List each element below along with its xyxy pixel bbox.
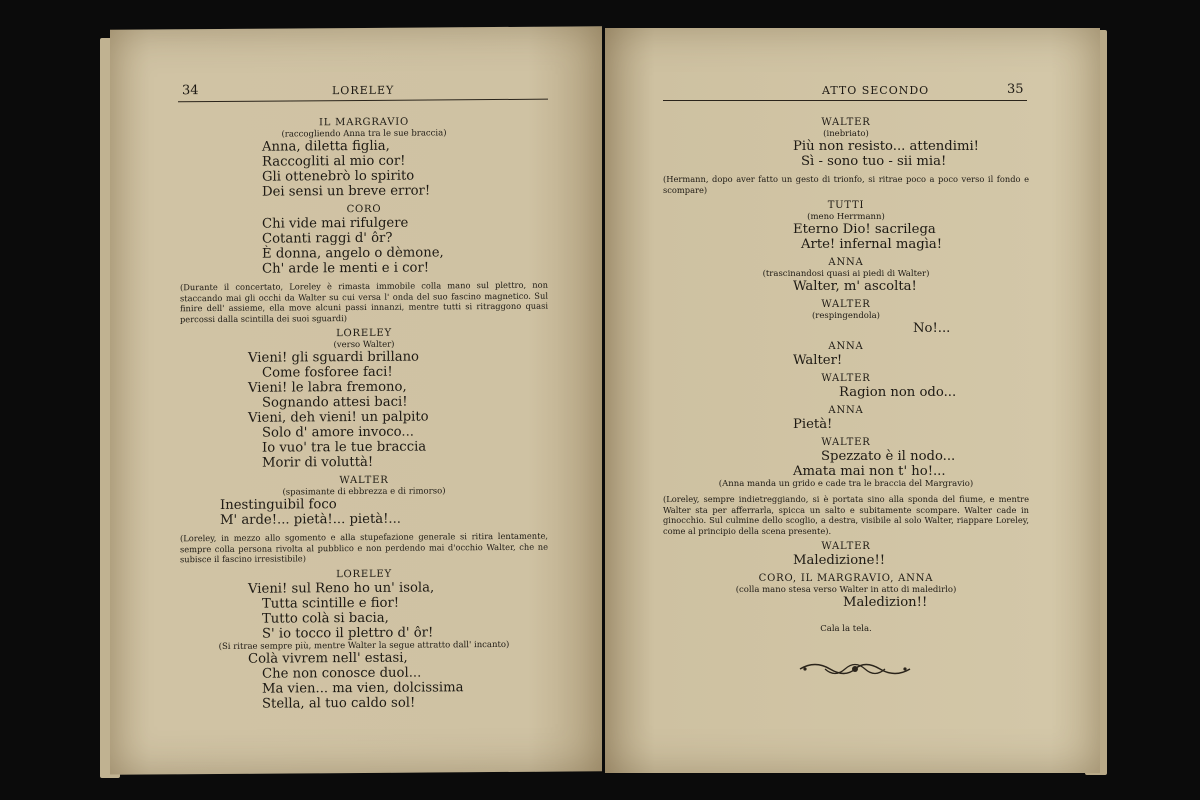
verse-line: Io vuo' tra le tue braccia	[262, 439, 427, 456]
verse-line: Morir di voluttà!	[262, 454, 374, 471]
verse-line: Sì - sono tuo - sii mia!	[801, 154, 947, 169]
stage-direction: (raccogliendo Anna tra le sue braccia)	[281, 128, 447, 140]
verse-line: Ch' arde le menti e i cor!	[262, 260, 430, 277]
page-number: 34	[182, 83, 199, 99]
ornament-icon	[795, 658, 915, 680]
verse-line: Ma vien... ma vien, dolcissima	[262, 679, 464, 697]
running-title: ATTO SECONDO	[822, 84, 930, 97]
stage-paragraph: (Loreley, in mezzo allo sgomento e alla stupefazione generale si ritira lentamente, sempre colla persona rivolta al pubblico e non perdendo mai d'occhio Walter, che ne subisce il fascino irresistibile)	[180, 530, 548, 565]
speaker-name: WALTER	[821, 541, 871, 552]
speaker-name: ANNA	[828, 257, 864, 268]
verse-line: Inestinguibil foco	[220, 497, 337, 513]
header-rule	[178, 99, 548, 103]
speaker-name: WALTER	[339, 474, 389, 487]
speaker-name: LORELEY	[336, 327, 392, 340]
verse-line: Maledizione!!	[793, 553, 886, 568]
right-page	[605, 28, 1100, 773]
verse-line: È donna, angelo o dèmone,	[262, 245, 444, 262]
left-page	[110, 26, 602, 774]
verse-line: Anna, diletta figlia,	[262, 138, 390, 155]
stage-direction: (meno Herrmann)	[807, 212, 885, 222]
stage-paragraph: (Durante il concertato, Loreley è rimasta immobile colla mano sul plettro, non staccando mai gli occhi da Walter su cui versa l' onda del suo fascino magnetico. Sul finire dell' assieme, ella move alcuni passi innanzi, mentre tutti si ritraggono quasi percossi dalla scintilla dei suoi sguardi)	[180, 279, 548, 324]
stage-direction: (spasimante di ebbrezza e di rimorso)	[282, 486, 446, 498]
stage-direction: (inebriato)	[823, 129, 869, 139]
stage-paragraph: (Hermann, dopo aver fatto un gesto di trionfo, si ritrae poco a poco verso il fondo e scompare)	[663, 174, 1029, 195]
stage-direction: (colla mano stesa verso Walter in atto di maledirlo)	[735, 585, 957, 595]
verse-line: Vieni! sul Reno ho un' isola,	[248, 579, 435, 597]
verse-line: Eterno Dio! sacrilega	[793, 222, 936, 237]
stage-paragraph: (Loreley, sempre indietreggiando, si è portata sino alla sponda del fiume, e mentre Walter sta per afferrarla, spicca un salto e subitamente scompare. Walter cade in ginocchio. Sul culmine dello scoglio, a destra, visibile al solo Walter, riappare Loreley, come al principio della scena presente).	[663, 494, 1029, 536]
verse-line: Walter!	[793, 353, 843, 368]
verse-line: Amata mai non t' ho!...	[793, 464, 946, 479]
verse-line: Raccogliti al mio cor!	[262, 153, 406, 170]
speaker-name: ANNA	[828, 405, 864, 416]
stage-direction: Cala la tela.	[820, 624, 872, 634]
open-book	[100, 18, 1110, 780]
verse-line: Ragion non odo...	[839, 385, 957, 400]
verse-line: M' arde!... pietà!... pietà!...	[220, 511, 401, 528]
verse-line: Più non resisto... attendimi!	[793, 139, 979, 154]
running-title: LORELEY	[332, 83, 395, 98]
right-page-text	[663, 112, 1029, 634]
verse-line: Vieni! gli sguardi brillano	[248, 349, 419, 366]
speaker-name: WALTER	[821, 437, 871, 448]
page-number: 35	[1007, 82, 1024, 97]
verse-line: Vieni! le labra fremono,	[248, 379, 407, 396]
stage-direction: (verso Walter)	[333, 339, 395, 351]
stage-direction: (Anna manda un grido e cade tra le braccia del Margravio)	[718, 479, 974, 489]
stage-direction: (respingendola)	[811, 311, 880, 321]
verse-line: Spezzato è il nodo...	[821, 449, 956, 464]
left-page-text	[180, 111, 548, 712]
verse-line: No!...	[913, 321, 951, 336]
speaker-name: LORELEY	[336, 568, 392, 580]
verse-line: Stella, al tuo caldo sol!	[262, 695, 416, 712]
verse-line: Chi vide mai rifulgere	[262, 215, 409, 232]
stage-direction: (trascinandosi quasi ai piedi di Walter)	[762, 269, 930, 279]
speaker-name: WALTER	[821, 117, 871, 128]
speaker-name: TUTTI	[827, 200, 865, 211]
verse-line: Vieni, deh vieni! un palpito	[248, 409, 429, 426]
verse-line: Walter, m' ascolta!	[793, 279, 917, 294]
speaker-name: CORO	[346, 203, 382, 216]
verse-line: Tutta scintille e fior!	[262, 595, 400, 612]
header-rule	[663, 100, 1027, 101]
speaker-name: CORO, IL MARGRAVIO, ANNA	[758, 573, 934, 584]
speaker-name: WALTER	[821, 299, 871, 310]
verse-line: Cotanti raggi d' ôr?	[262, 230, 393, 247]
stage-direction: (Si ritrae sempre più, mentre Walter la segue attratto dall' incanto)	[218, 639, 510, 652]
verse-line: Solo d' amore invoco...	[262, 424, 414, 441]
verse-line: Colà vivrem nell' estasi,	[248, 650, 408, 667]
verse-line: Pietà!	[793, 417, 833, 432]
verse-line: Sognando attesi baci!	[262, 394, 408, 411]
verse-line: S' io tocco il plettro d' ôr!	[262, 624, 434, 642]
verse-line: Che non conosce duol...	[262, 665, 422, 682]
verse-line: Gli ottenebrò lo spirito	[262, 168, 415, 185]
speaker-name: WALTER	[821, 373, 871, 384]
verse-line: Tutto colà si bacia,	[262, 610, 389, 627]
verse-line: Arte! infernal magìa!	[801, 237, 943, 252]
verse-line: Come fosforee faci!	[262, 364, 393, 381]
verse-line: Maledizion!!	[843, 595, 928, 610]
verse-line: Dei sensi un breve error!	[262, 183, 431, 200]
speaker-name: IL MARGRAVIO	[319, 116, 409, 129]
speaker-name: ANNA	[828, 341, 864, 352]
